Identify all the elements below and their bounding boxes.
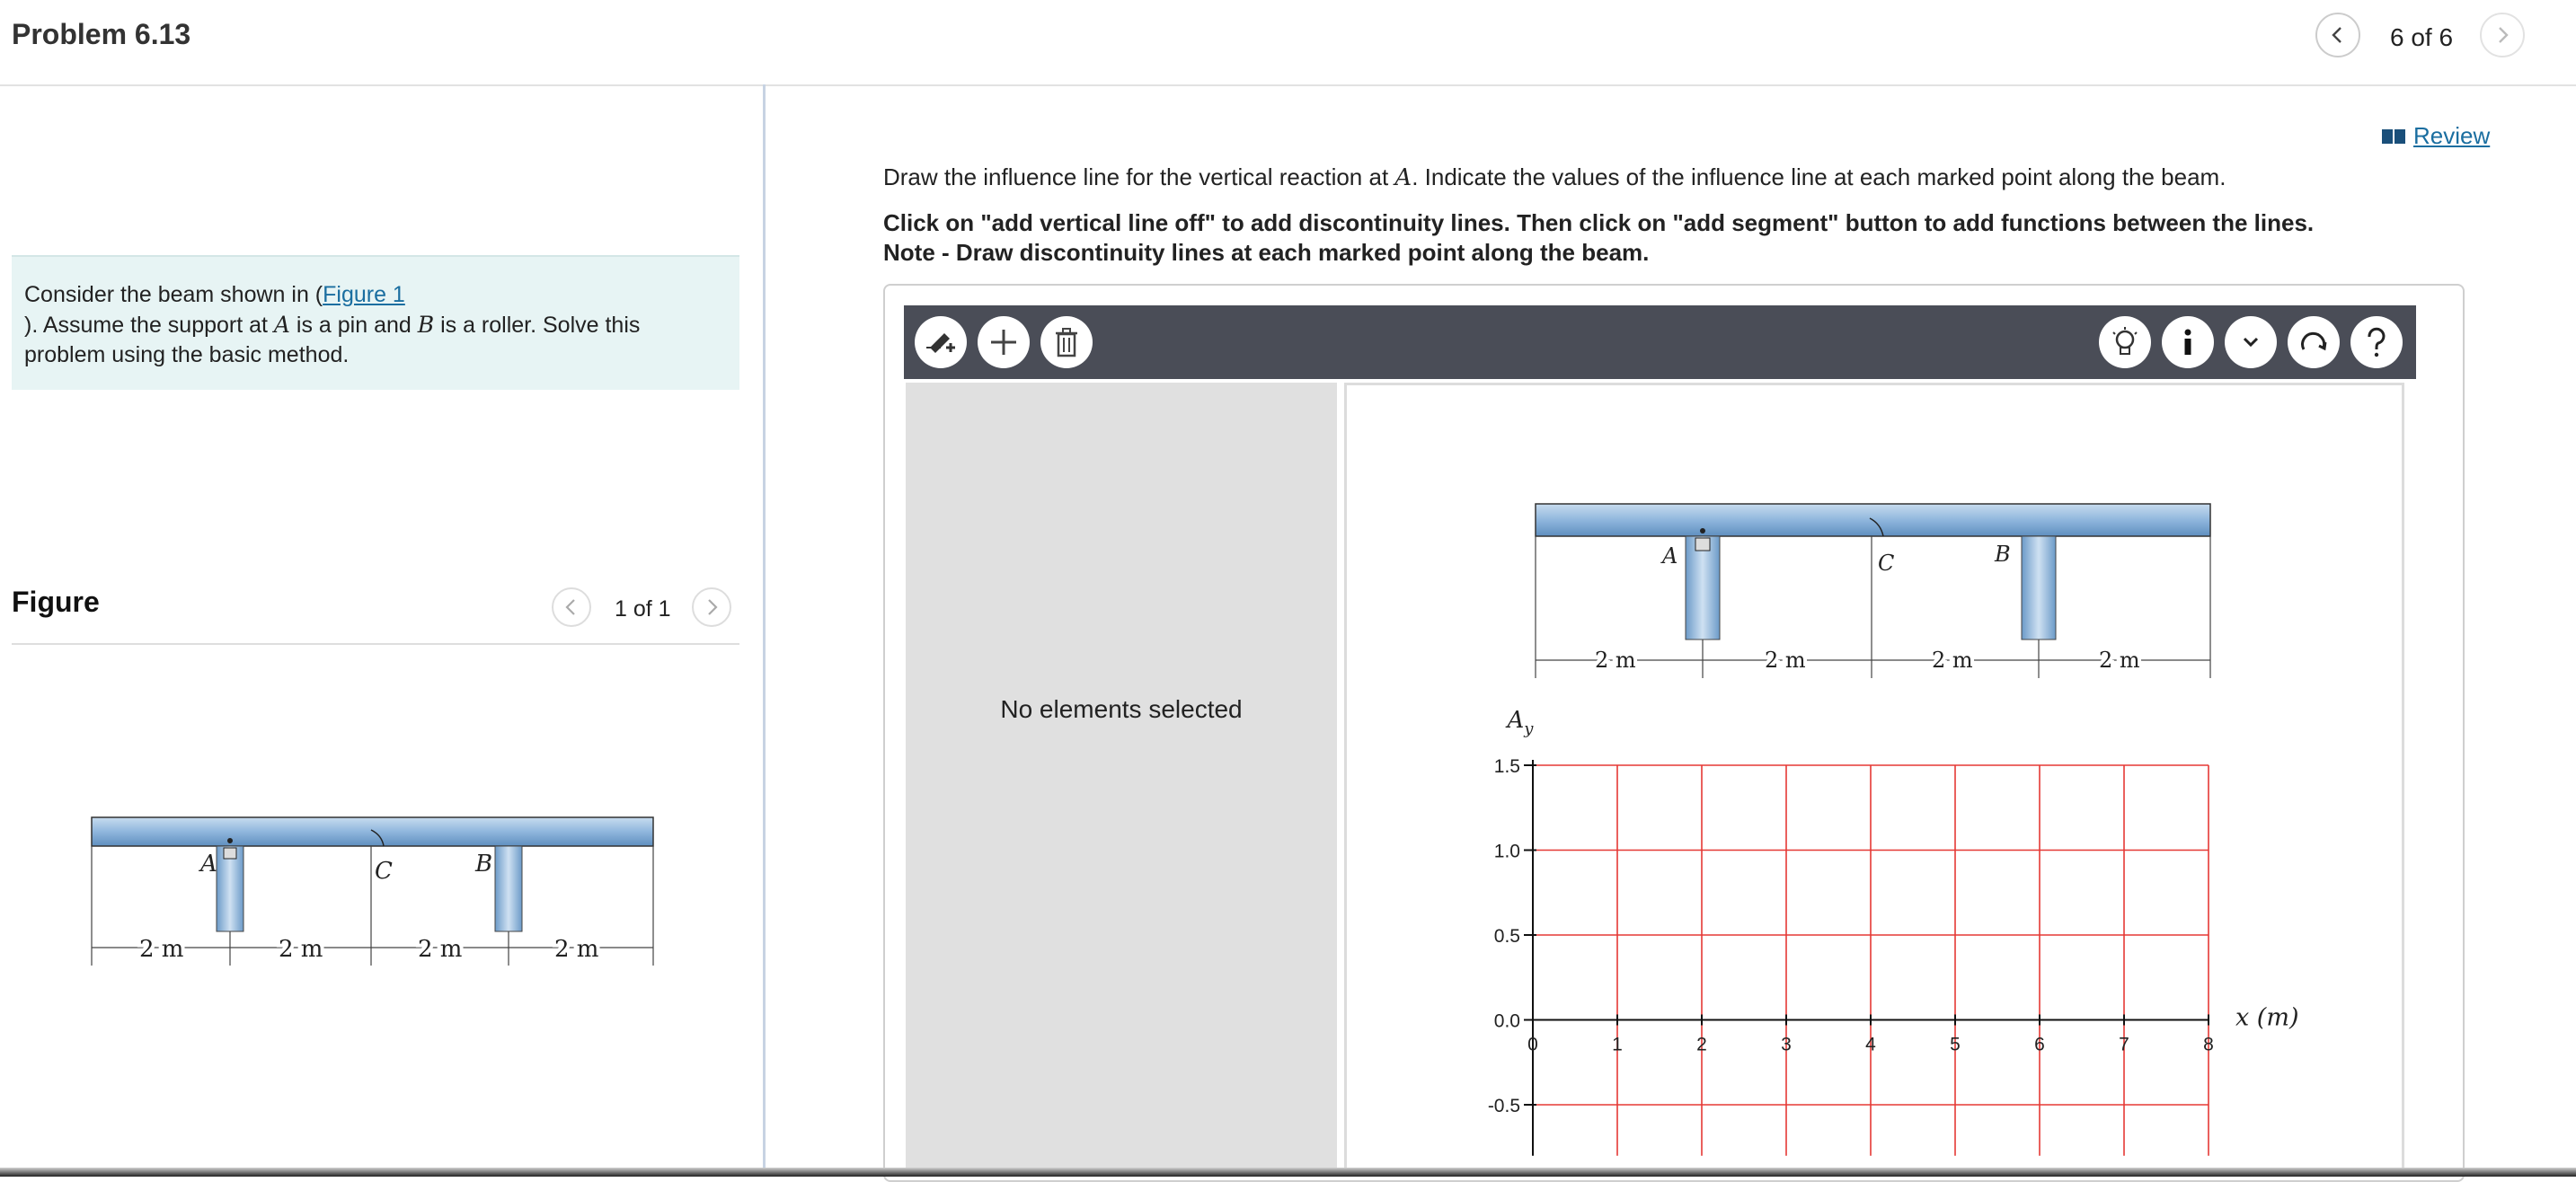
info-icon (2170, 324, 2206, 360)
x-tick-label: 7 (2119, 1034, 2129, 1055)
previous-problem-button[interactable] (2315, 13, 2360, 57)
span-label: 2 m (1595, 648, 1636, 673)
instruction-line-3: Note - Draw discontinuity lines at each marked point along the beam. (883, 239, 1650, 266)
panel-divider[interactable] (763, 84, 766, 1177)
x-tick-label: 3 (1781, 1034, 1792, 1055)
pin-icon (1695, 538, 1710, 551)
canvas-beam-figure (1527, 498, 2228, 678)
y-tick-label: 0.5 (1493, 926, 1520, 947)
element-properties-panel (906, 383, 1337, 1177)
influence-line-chart[interactable] (1474, 701, 2318, 1177)
next-problem-button[interactable] (2480, 13, 2525, 57)
span-label: 2 m (279, 936, 323, 963)
intro-text-part: Consider the beam shown in ( (24, 282, 323, 307)
figure-pager-text: 1 of 1 (615, 596, 671, 622)
book-icon (2381, 128, 2406, 146)
figure-link[interactable]: Figure 1 (323, 282, 405, 307)
x-tick-label: 1 (1612, 1034, 1623, 1055)
next-figure-button[interactable] (692, 587, 731, 627)
span-label: 2 m (418, 936, 463, 963)
x-tick-label: 5 (1950, 1034, 1961, 1055)
add-segment-button[interactable] (978, 316, 1030, 368)
instruction-text: Draw the influence line for the vertical reaction at (883, 163, 1395, 190)
x-tick-label: 4 (1865, 1034, 1876, 1055)
x-tick-label: 8 (2203, 1034, 2214, 1055)
x-tick-label: 6 (2034, 1034, 2045, 1055)
span-label: 2 m (2099, 648, 2140, 673)
plus-icon (986, 324, 1022, 360)
review-link[interactable] (2381, 122, 2490, 150)
symbol-a: A (273, 312, 290, 338)
label-b: B (1995, 542, 2011, 567)
span-label: 2 m (139, 936, 184, 963)
reset-icon (2296, 324, 2332, 360)
bottom-edge (0, 1168, 2576, 1177)
y-tick-label: 1.5 (1493, 756, 1520, 777)
figure-heading: Figure (12, 586, 100, 618)
intro-text-part: is a roller. Solve this problem using the basic method. (24, 313, 641, 367)
expand-button[interactable] (2225, 316, 2277, 368)
selection-status-text: No elements selected (1000, 695, 1243, 723)
label-b: B (475, 851, 493, 878)
x-tick-label: 0 (1527, 1034, 1538, 1055)
instruction-line-2: Click on "add vertical line off" to add discontinuity lines. Then click on "add segment" button to add functions between the lines. (883, 209, 2315, 236)
x-axis-label: x (m) (2235, 1003, 2299, 1032)
label-c: C (1878, 551, 1895, 576)
trash-icon (1049, 324, 1084, 360)
y-axis-label: $A_y$ (1507, 707, 1534, 738)
top-bar (0, 0, 2576, 86)
instruction-line-1 (883, 163, 2226, 191)
chevron-left-icon (562, 597, 581, 617)
chevron-right-icon (702, 597, 721, 617)
support-b-column (495, 846, 522, 931)
chevron-left-icon (2328, 25, 2348, 45)
help-icon (2359, 324, 2395, 360)
instruction-text: . Indicate the values of the influence line at each marked point along the beam. (1412, 163, 2226, 190)
label-c: C (375, 858, 393, 885)
chevron-down-icon (2233, 324, 2269, 360)
pin-icon (224, 848, 236, 859)
lightbulb-icon (2107, 324, 2143, 360)
point-a-marker (227, 838, 233, 843)
intro-text-part: ). Assume the support at (24, 313, 274, 338)
hint-button[interactable] (2099, 316, 2151, 368)
delete-button[interactable] (1040, 316, 1093, 368)
problem-pager-text: 6 of 6 (2390, 23, 2454, 51)
beam-figure (85, 808, 660, 970)
label-a: A (200, 851, 217, 878)
y-tick-label: 1.0 (1493, 841, 1520, 862)
add-vertical-line-button[interactable] (915, 316, 967, 368)
y-tick-label: -0.5 (1487, 1096, 1520, 1116)
add-vertical-line-icon (923, 324, 959, 360)
intro-text-part: is a pin and (289, 313, 418, 338)
problem-intro-text (24, 280, 725, 370)
info-button[interactable] (2162, 316, 2214, 368)
previous-figure-button[interactable] (552, 587, 591, 627)
support-a-column (1686, 536, 1720, 640)
problem-title: Problem 6.13 (12, 18, 191, 50)
beam-body (92, 817, 653, 846)
help-button[interactable] (2350, 316, 2403, 368)
reset-button[interactable] (2288, 316, 2340, 368)
symbol-b: B (417, 312, 435, 338)
span-label: 2 m (1932, 648, 1973, 673)
chevron-right-icon (2492, 25, 2512, 45)
y-tick-label: 0.0 (1493, 1010, 1520, 1032)
instruction-bold-block (883, 208, 2411, 268)
support-b-column (2022, 536, 2056, 640)
symbol-a: A (1394, 164, 1412, 191)
span-label: 2 m (554, 936, 599, 963)
review-label: Review (2413, 122, 2491, 149)
point-a-marker (1700, 528, 1705, 534)
label-a: A (1662, 543, 1678, 569)
figure-divider (12, 643, 739, 645)
span-label: 2 m (1765, 648, 1806, 673)
x-tick-label: 2 (1696, 1034, 1707, 1055)
